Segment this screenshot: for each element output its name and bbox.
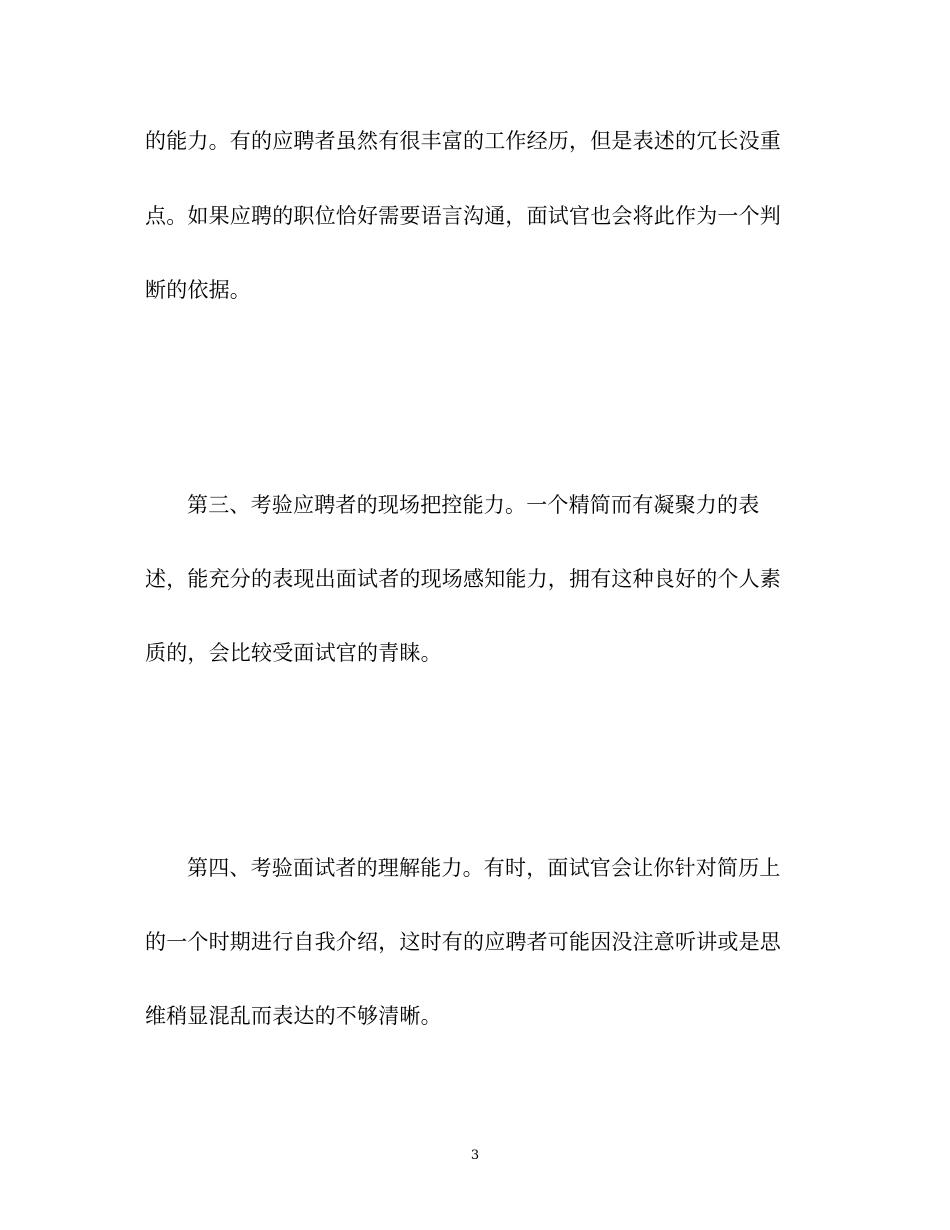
- paragraph-2-line-3: 质的，会比较受面试官的青睐。: [145, 641, 442, 665]
- page-number: 3: [470, 1148, 480, 1163]
- paragraph-2-line-2: 述，能充分的表现出面试者的现场感知能力，拥有这种良好的个人素: [145, 567, 781, 591]
- paragraph-3-line-1: 第四、考验面试者的理解能力。有时，面试官会让你针对简历上: [187, 856, 781, 880]
- paragraph-3-line-3: 维稍显混乱而表达的不够清晰。: [145, 1004, 442, 1028]
- paragraph-3-line-2: 的一个时期进行自我介绍，这时有的应聘者可能因没注意听讲或是思: [145, 930, 781, 954]
- paragraph-1-line-2: 点。如果应聘的职位恰好需要语言沟通，面试官也会将此作为一个判: [145, 204, 781, 228]
- paragraph-2-line-1: 第三、考验应聘者的现场把控能力。一个精简而有凝聚力的表: [187, 493, 760, 517]
- paragraph-1-line-3: 断的依据。: [145, 278, 251, 302]
- paragraph-1-line-1: 的能力。有的应聘者虽然有很丰富的工作经历，但是表述的冗长没重: [145, 129, 781, 153]
